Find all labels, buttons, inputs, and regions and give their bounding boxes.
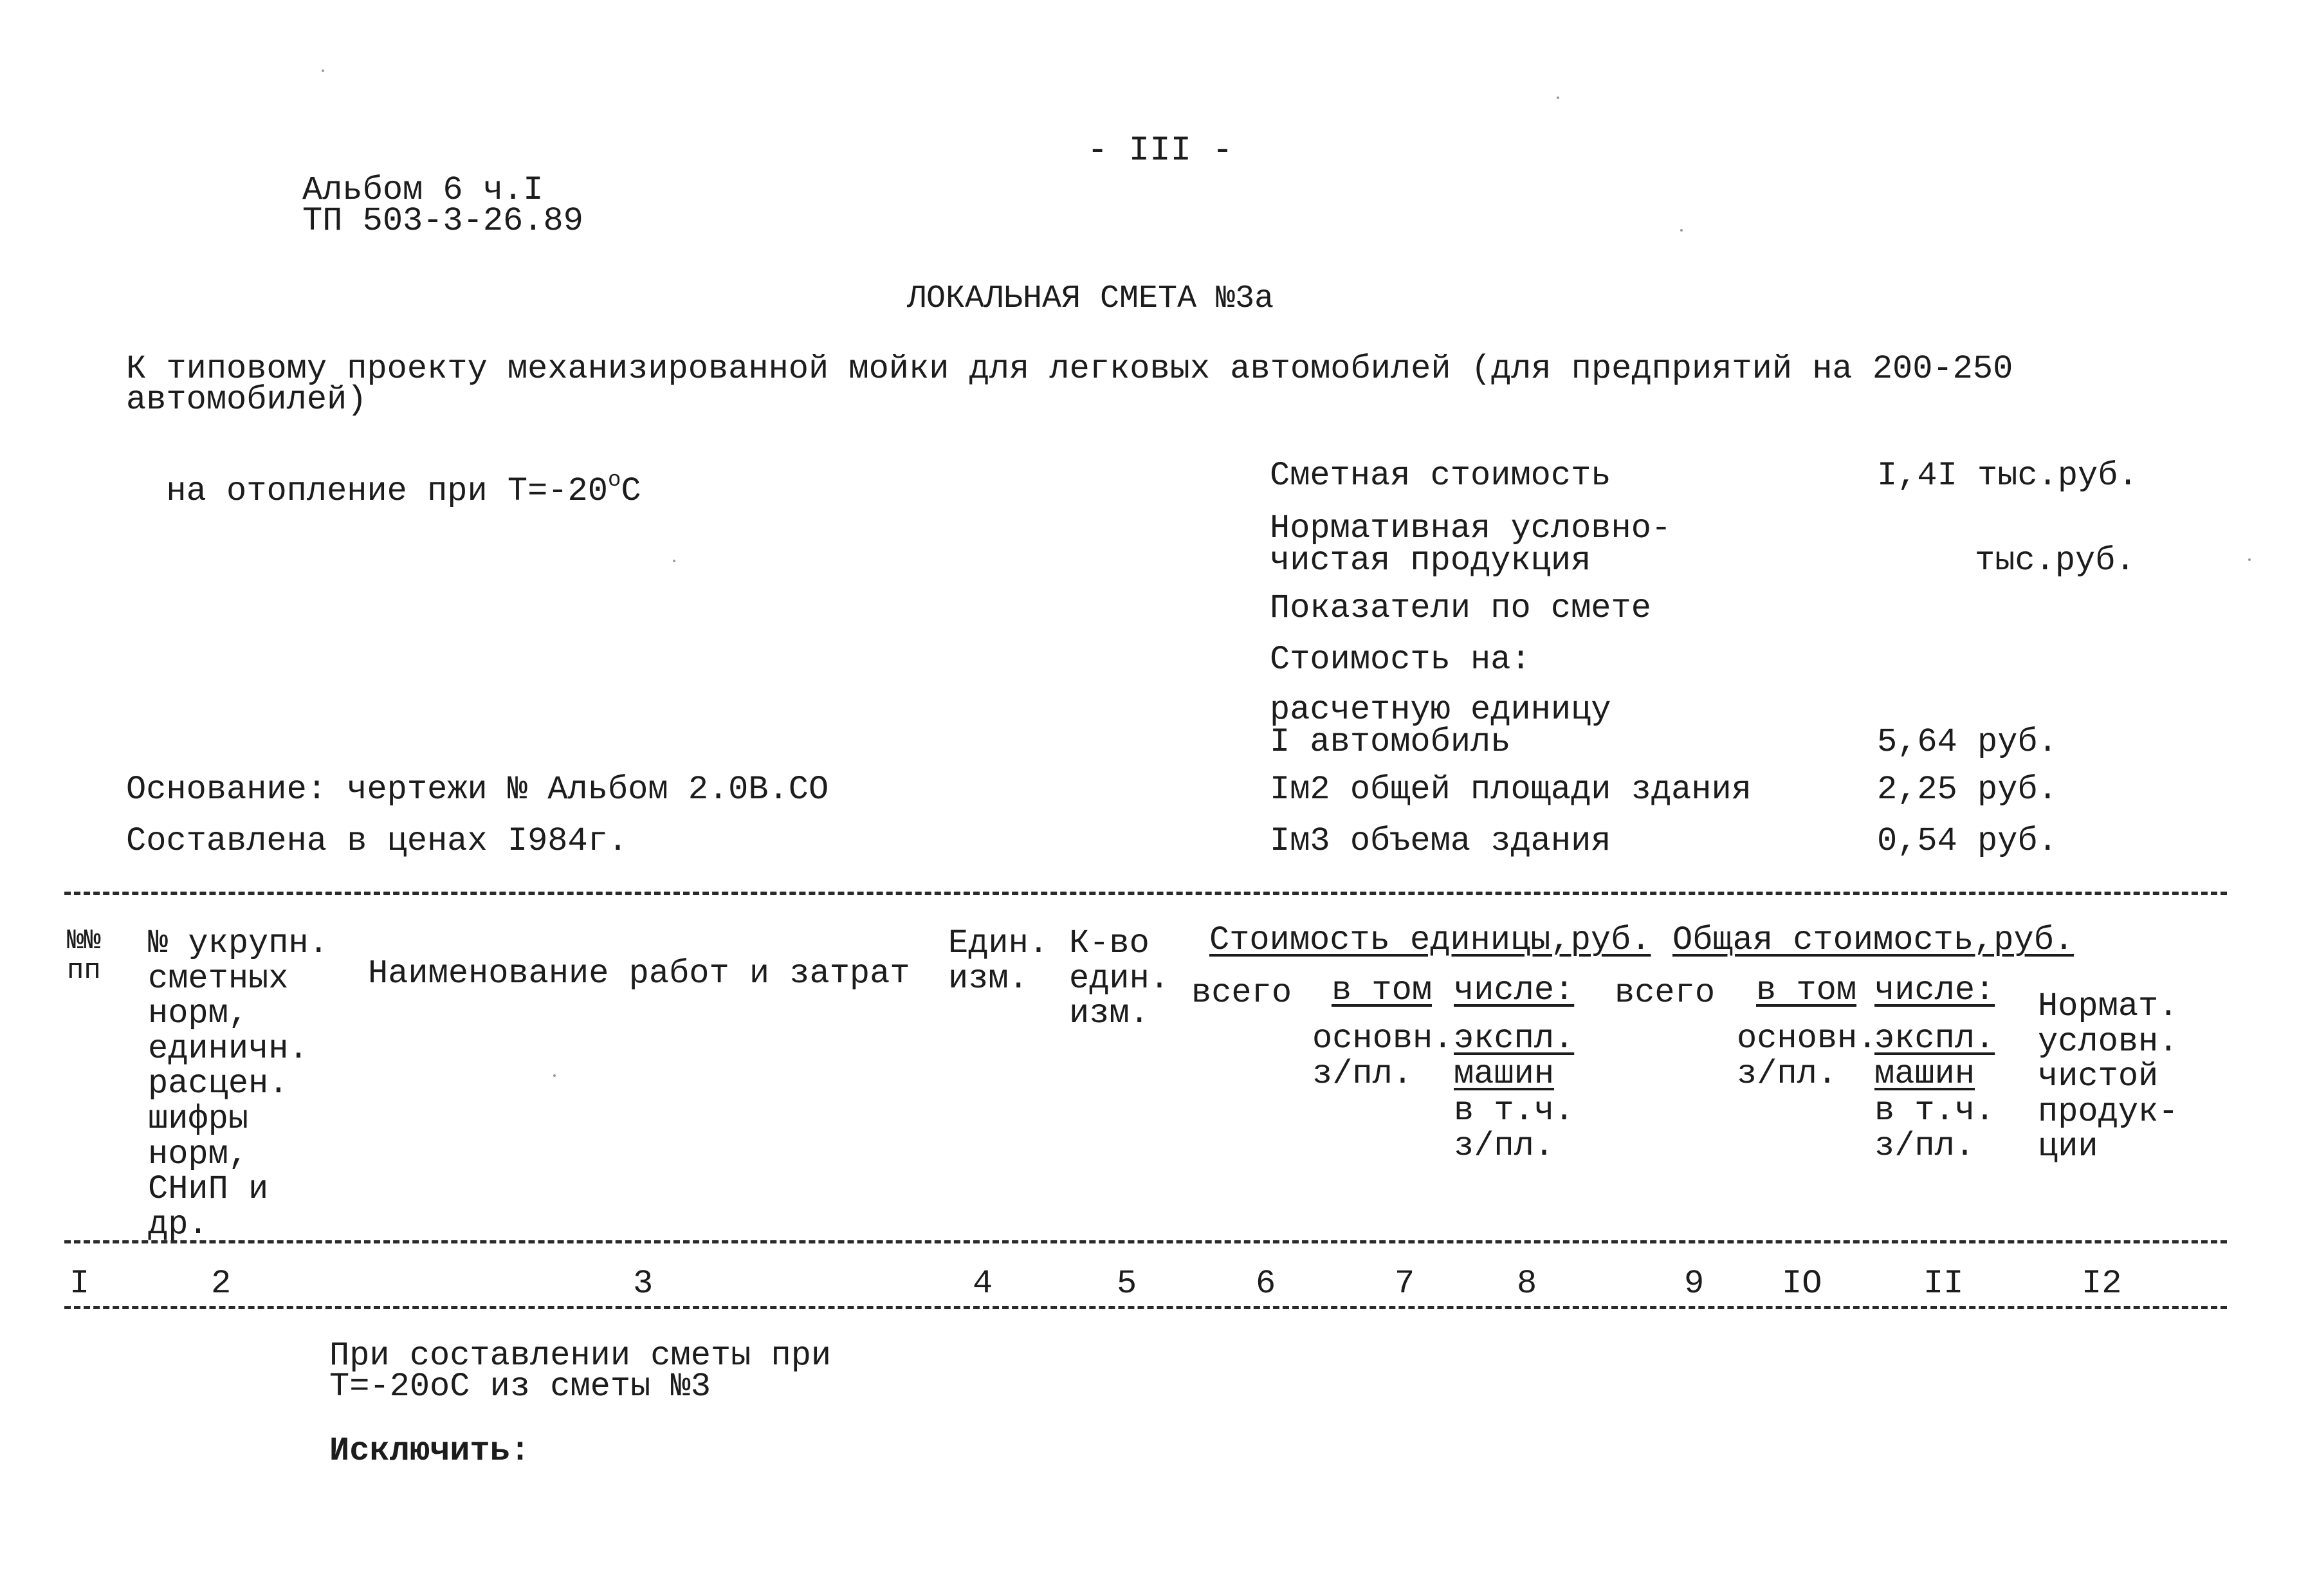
col-8-header-top: экспл. машин — [1454, 1020, 1575, 1093]
cost-per-label: Стоимость на: — [1270, 641, 1531, 679]
col-7-8-in-that: в том — [1332, 971, 1433, 1009]
column-numbers-rule — [64, 1306, 2227, 1309]
col-7-header: основн. з/пл. — [1312, 1020, 1453, 1093]
heating-suffix: С — [621, 472, 641, 510]
page-title: ЛОКАЛЬНАЯ СМЕТА №3а — [907, 280, 1274, 317]
column-number: 4 — [973, 1265, 993, 1303]
col-10-11-number: числе: — [1874, 971, 1995, 1009]
heating-line — [126, 436, 641, 508]
col-9-header: всего — [1615, 974, 1716, 1012]
column-number: II — [1923, 1265, 1964, 1303]
subject-line-2: автомобилей) — [126, 381, 367, 419]
indicators-label: Показатели по смете — [1270, 589, 1651, 627]
scan-speck — [553, 1074, 556, 1077]
subject-line-1: К типовому проекту механизированной мойки для легковых автомобилей (для предприятий на 200-250 — [126, 350, 2013, 388]
note-line-2: Т=-20оС из сметы №3 — [329, 1368, 711, 1406]
unit-label-2: I автомобиль — [1270, 723, 1511, 761]
unit-cost-group: Стоимость единицы,руб. — [1209, 921, 1651, 959]
cost-label: Сметная стоимость — [1270, 457, 1611, 495]
area-label: Iм2 общей площади здания — [1270, 771, 1752, 809]
exclude-label: Исключить: — [329, 1432, 531, 1470]
degree-mark: о — [607, 468, 621, 493]
unit-value: 5,64 руб. — [1877, 723, 2058, 761]
col-4-header: Един. изм. — [948, 924, 1049, 998]
normative-label-1: Нормативная условно- — [1270, 509, 1672, 547]
heating-prefix: на отопление при Т=-20 — [166, 472, 608, 510]
project-code: ТП 503-3-26.89 — [302, 202, 583, 240]
column-number: I — [69, 1265, 90, 1303]
table-header-bottom-rule — [64, 1240, 2227, 1243]
basis-line: Основание: чертежи № Альбом 2.0В.СО — [126, 771, 829, 809]
col-5-header: К-во един. изм. — [1069, 924, 1170, 1033]
normative-label-2: чистая продукция — [1270, 542, 1591, 580]
col-10-11-in-that: в том — [1756, 971, 1857, 1009]
col-6-header: всего — [1191, 974, 1292, 1012]
album-label: Альбом 6 ч.I — [302, 171, 544, 209]
col-8-header-bottom: в т.ч. з/пл. — [1454, 1092, 1575, 1165]
unit-label-1: расчетную единицу — [1270, 691, 1611, 729]
scan-speck — [2248, 558, 2251, 561]
page-number: - III - — [1087, 131, 1233, 170]
table-top-rule — [64, 892, 2227, 895]
col-1-header: №№ пп — [67, 925, 101, 987]
column-number: 3 — [633, 1265, 654, 1303]
column-number: 7 — [1395, 1265, 1415, 1303]
scan-speck — [1680, 229, 1683, 232]
column-number: 2 — [211, 1265, 232, 1303]
col-7-8-number: числе: — [1454, 971, 1575, 1009]
total-cost-group: Общая стоимость,руб. — [1672, 921, 2074, 959]
normative-value: тыс.руб. — [1975, 542, 2136, 580]
col-11-header-top: экспл. машин — [1874, 1020, 1995, 1093]
scan-speck — [1557, 96, 1559, 99]
scan-speck — [322, 69, 324, 72]
column-number: 8 — [1517, 1265, 1537, 1303]
col-10-header: основн. з/пл. — [1737, 1020, 1878, 1093]
volume-label: Iм3 объема здания — [1270, 822, 1611, 860]
column-number: IO — [1782, 1265, 1822, 1303]
column-number: 9 — [1684, 1265, 1705, 1303]
scan-speck — [673, 560, 675, 562]
area-value: 2,25 руб. — [1877, 771, 2058, 809]
col-12-header: Нормат. условн. чистой продук- ции — [2038, 987, 2179, 1166]
column-number: I2 — [2082, 1265, 2122, 1303]
col-3-header: Наименование работ и затрат — [368, 955, 910, 993]
col-11-header-bottom: в т.ч. з/пл. — [1874, 1092, 1995, 1165]
col-2-header: № укрупн. сметных норм, единичн. расцен. шифры норм, СНиП и др. — [148, 924, 329, 1243]
prices-line: Составлена в ценах I984г. — [126, 822, 628, 860]
cost-value: I,4I тыс.руб. — [1877, 457, 2138, 495]
column-number: 5 — [1117, 1265, 1137, 1303]
column-number: 6 — [1256, 1265, 1276, 1303]
volume-value: 0,54 руб. — [1877, 822, 2058, 860]
note-line-1: При составлении сметы при — [329, 1337, 832, 1375]
